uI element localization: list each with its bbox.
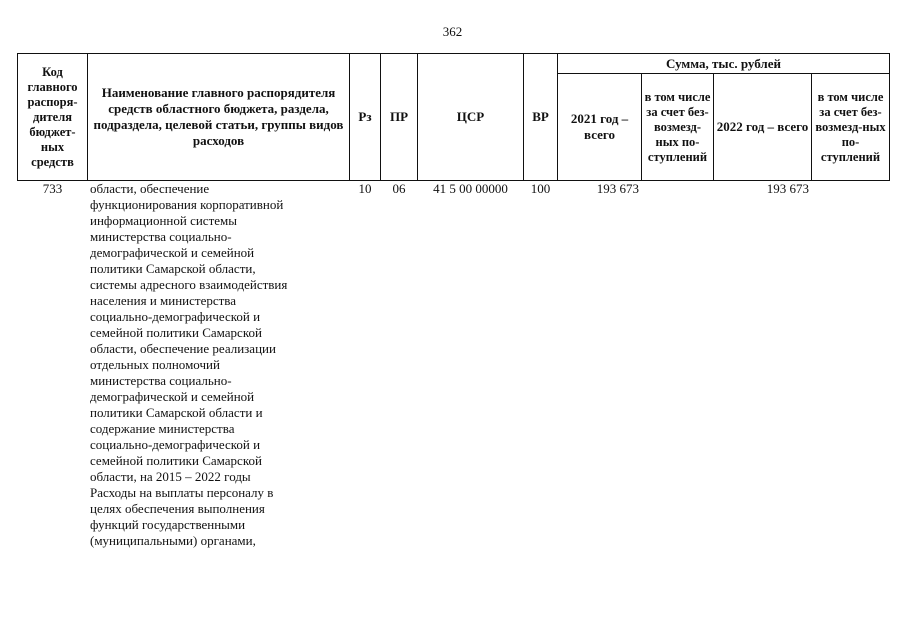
page-number: 362 — [442, 24, 463, 39]
cell-pr: 06 — [392, 181, 406, 196]
cell-2021-grants — [642, 181, 714, 550]
cell-2021-total: 193 673 — [596, 181, 639, 196]
cell-code: 733 — [42, 181, 63, 196]
header-vr: ВР — [524, 54, 558, 181]
header-code: Код главного распоря-дителя бюджет-ных средств — [18, 54, 88, 181]
row-description: Расходы на выплаты персоналу в целях обеспечения выполнения функций государственными (муниципальными) органами, — [90, 485, 274, 548]
header-pr: ПР — [381, 54, 418, 181]
cell-2022-total: 193 673 — [766, 181, 809, 196]
cell-csr: 41 5 00 00000 — [433, 181, 508, 196]
header-name: Наименование главного распорядителя средств областного бюджета, раздела, подраздела, целевой статьи, группы видов расходов — [88, 54, 350, 181]
cell-vr: 100 — [530, 181, 551, 196]
header-2021-grants: в том числе за счет без-возмезд-ных по-ступлений — [642, 74, 714, 181]
table-row — [18, 181, 890, 550]
header-sum-group: Сумма, тыс. рублей — [558, 54, 890, 74]
continued-description: области, обеспечение функционирования корпоративной информационной системы министерства социально- демографической и семейной политики Самарской области, системы адресного взаимодействия населения и министерства социально-демографической и семейной политики Самарской области, обеспечение реализации отдельных полномочий министерства социально- демографической и семейной политики Самарской области и содержание министерства социально-демографической и семейной политики Самарской области, на 2015 – 2022 годы — [90, 181, 288, 484]
header-2021-total: 2021 год – всего — [558, 74, 642, 181]
header-2022-grants: в том числе за счет без-возмезд-ных по-ступлений — [812, 74, 890, 181]
cell-2022-grants — [812, 181, 890, 550]
budget-table — [17, 53, 890, 549]
header-2022-total: 2022 год – всего — [714, 74, 812, 181]
header-rz: Рз — [350, 54, 381, 181]
header-csr: ЦСР — [418, 54, 524, 181]
cell-name — [88, 181, 350, 550]
cell-rz: 10 — [358, 181, 372, 196]
